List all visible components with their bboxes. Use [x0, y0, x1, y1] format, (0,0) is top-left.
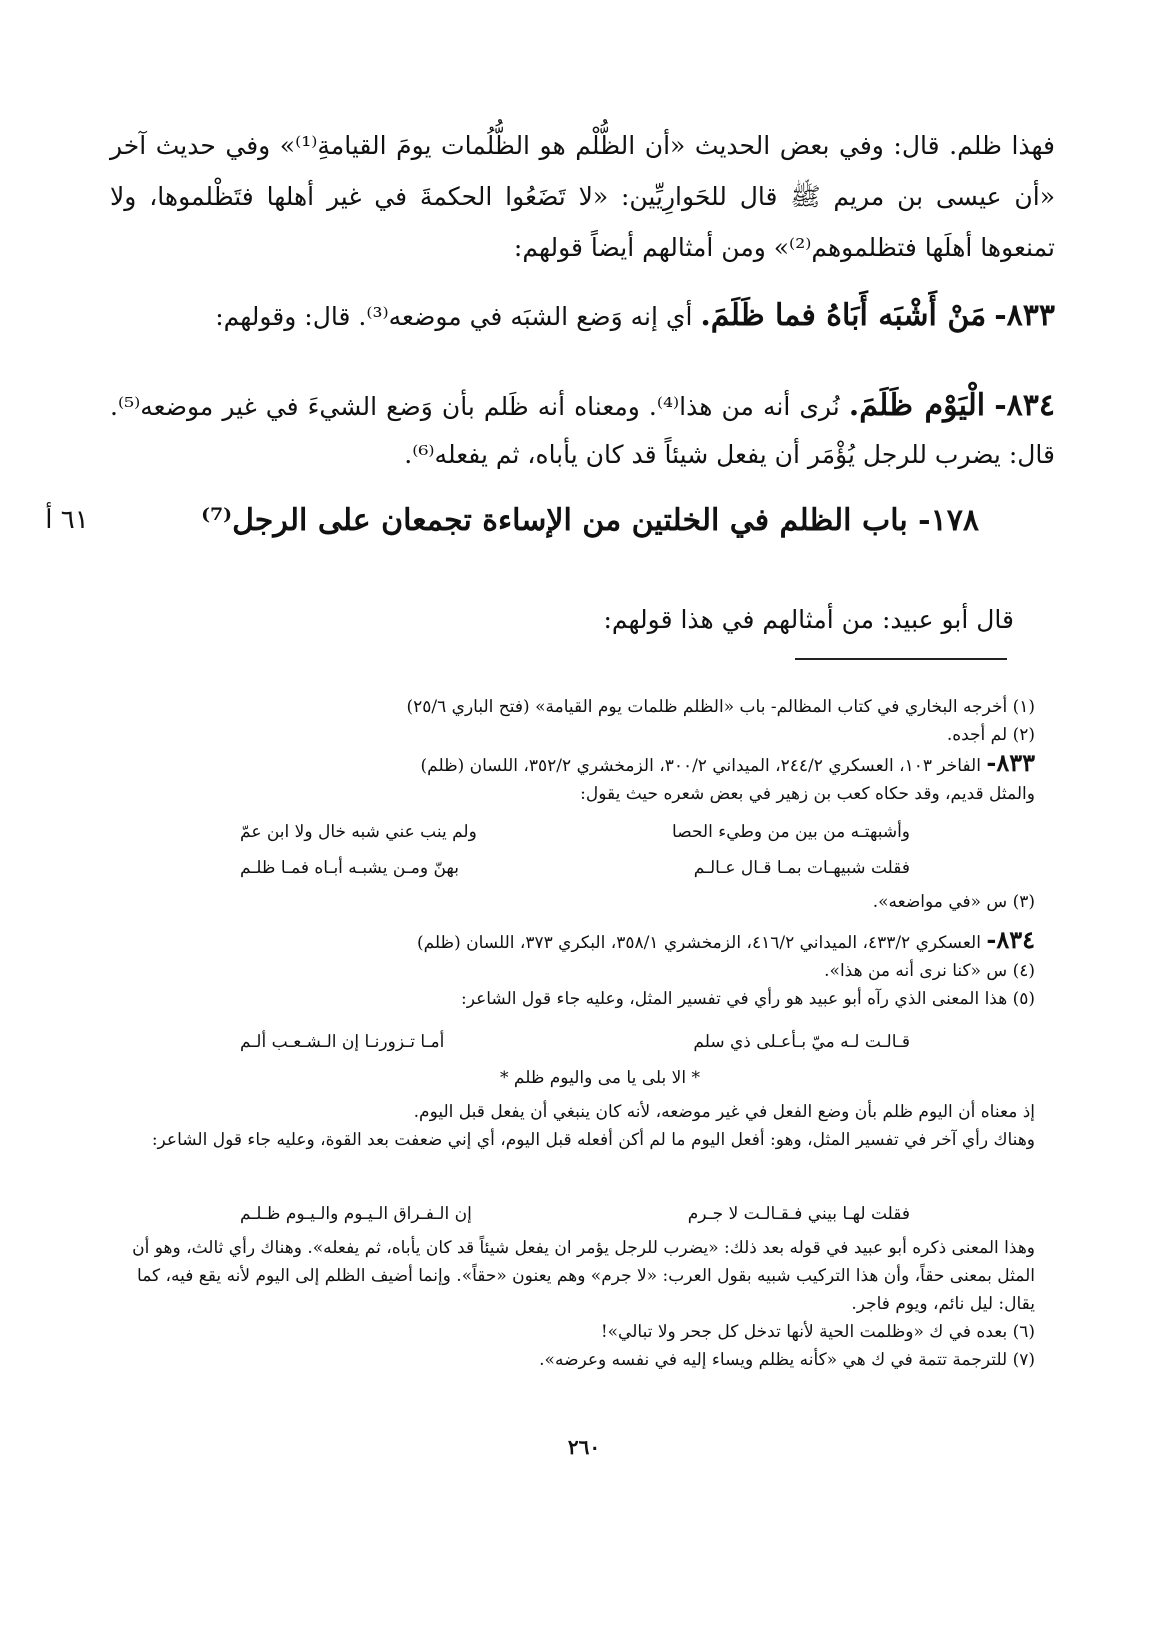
verse-3 — [240, 1032, 910, 1052]
verse-2 — [240, 858, 910, 878]
footnote-separator — [795, 658, 1007, 660]
footnote-3 — [110, 888, 1035, 916]
footnote-5: (٥) هذا المعنى الذي رآه أبو عبيد هو رأي في تفسير المثل، وعليه جاء قول الشاعر: — [460, 989, 1035, 1009]
footnote-834 — [110, 926, 1035, 957]
verse-3-second-hemistich: أمـا تـزورنـا إن الـشـعـب ألـم — [240, 1032, 445, 1052]
page-number: ٢٦٠ — [567, 1435, 601, 1459]
verse-2-second-hemistich: بهنّ ومـن يشبـه أبـاه فمـا ظلـم — [240, 858, 459, 878]
footnotes-block-2 — [110, 926, 1035, 1013]
footnote-5-text-1: إذ معناه أن اليوم ظلم بأن وضع الفعل في غير موضعه، لأنه كان ينبغي أن يفعل قبل اليوم. — [413, 1102, 1035, 1122]
verse-4-second-hemistich: إن الـفـراق الـيـوم والـيـوم ظـلـم — [240, 1204, 472, 1224]
footnote-5-text-2: وهناك رأي آخر في تفسير المثل، وهو: أفعل اليوم ما لم أكن أفعله قبل اليوم، أي إني ضعفت بعد القوة، وعليه جاء قول الشاعر: — [151, 1130, 1035, 1150]
footnotes-block-1 — [110, 693, 1035, 808]
footnote-7: (٧) للترجمة تتمة في ك هي «كأنه يظلم ويساء إليه في نفسه وعرضه». — [539, 1350, 1035, 1370]
chapter-heading: ١٧٨- باب الظلم في الخلتين من الإساءة تجمعان على الرجل⁽⁷⁾ — [201, 503, 979, 538]
verse-2-first-hemistich: فقلت شبيهـات بمـا قـال عـالـم — [693, 858, 910, 878]
footnote-833-text: والمثل قديم، وقد حكاه كعب بن زهير في بعض شعره حيث يقول: — [580, 784, 1035, 804]
entry-834-proverb: الْيَوْم ظَلَمَ. — [848, 388, 986, 423]
footnote-5-text-3: وهذا المعنى ذكره أبو عبيد في قوله بعد ذلك: «يضرب للرجل يؤمر ان يفعل شيئاً قد كان يأباه، ثم يفعله». وهناك رأي ثالث، وهو أن المثل بمعنى حقاً، وأن هذا التركيب شبيه بقول العرب: «لا جرم» وهم يعنون «حقاً». وإنما أضيف الظلم إلى اليوم لأنه يقع فيه، كما يقال: ليل نائم، ويوم فاجر. — [132, 1238, 1035, 1314]
body-paragraph-1: فهذا ظلم. قال: وفي بعض الحديث «أن الظُّلْم هو الظُّلُمات يومَ القيامةِ⁽¹⁾» وفي حديث آخر «أن عيسى بن مريم ﷺ قال للحَوارِيِّين: «لا تَضَعُوا الحكمةَ في غير أهلها فتَظْلموها، ولا تمنعوها أهلَها فتظلموهم⁽²⁾» ومن أمثالهم أيضاً قولهم: — [110, 131, 1055, 262]
verse-1-second-hemistich: ولم ينب عني شبه خال ولا ابن عمّ — [240, 822, 477, 842]
footnote-834-refs: العسكري ٤٣٣/٢، الميداني ٤١٦/٢، الزمخشري ٣٥٨/١، البكري ٣٧٣، اللسان (ظلم) — [416, 933, 981, 953]
footnote-5-tail — [110, 1234, 1035, 1374]
footnote-833-number: ٨٣٣- — [986, 748, 1035, 777]
footnote-6: (٦) بعده في ك «وظلمت الحية لأنها تدخل كل جحر ولا تبالي»! — [600, 1322, 1035, 1342]
footnote-4: (٤) س «كنا نرى أنه من هذا». — [824, 961, 1035, 981]
verse-1-first-hemistich: وأشبهتـه من بين من وطيء الحصا — [672, 822, 910, 842]
footnote-833 — [110, 749, 1035, 780]
entry-834 — [110, 382, 1055, 479]
abu-ubaid-intro: قال أبو عبيد: من أمثالهم في هذا قولهم: — [603, 605, 1014, 634]
verse-4 — [240, 1204, 910, 1224]
footnote-834-number: ٨٣٤- — [986, 925, 1035, 954]
entry-834-text: نُرى أنه من هذا⁽⁴⁾. ومعناه أنه ظَلم بأن وَضع الشيءَ في غير موضعه⁽⁵⁾. قال: يضرب للرجل يُؤْمَر أن يفعل شيئاً قد كان يأباه، ثم يفعله⁽⁶⁾. — [110, 392, 1055, 469]
footnote-3-text: (٣) س «في مواضعه». — [872, 892, 1035, 912]
footnote-833-refs: الفاخر ١٠٣، العسكري ٢٤٤/٢، الميداني ٣٠٠/٢، الزمخشري ٣٥٢/٢، اللسان (ظلم) — [420, 756, 981, 776]
entry-833 — [110, 296, 1055, 337]
entry-833-proverb: مَنْ أَشْبَه أَبَاهُ فما ظَلَمَ. — [700, 298, 987, 333]
footnote-5-continued — [110, 1098, 1035, 1154]
verse-1 — [240, 822, 910, 842]
folio-marker: ٦١ أ — [45, 505, 89, 535]
verse-4-first-hemistich: فقلت لهـا بيني فـقـالـت لا جـرم — [687, 1204, 910, 1224]
entry-833-text: أي إنه وَضع الشبَه في موضعه⁽³⁾. قال: وقولهم: — [215, 302, 693, 331]
entry-833-number: ٨٣٣- — [994, 298, 1055, 333]
entry-834-number: ٨٣٤- — [994, 388, 1055, 423]
verse-3-first-hemistich: قـالـت لـه ميّ بـأعـلى ذي سلم — [693, 1032, 910, 1052]
footnote-2: (٢) لم أجده. — [946, 725, 1035, 745]
footnote-1: (١) أخرجه البخاري في كتاب المظالم- باب «الظلم ظلمات يوم القيامة» (فتح الباري ٢٥/٦) — [406, 697, 1035, 717]
half-verse: * الا بلى يا مى واليوم ظلم * — [500, 1068, 700, 1088]
